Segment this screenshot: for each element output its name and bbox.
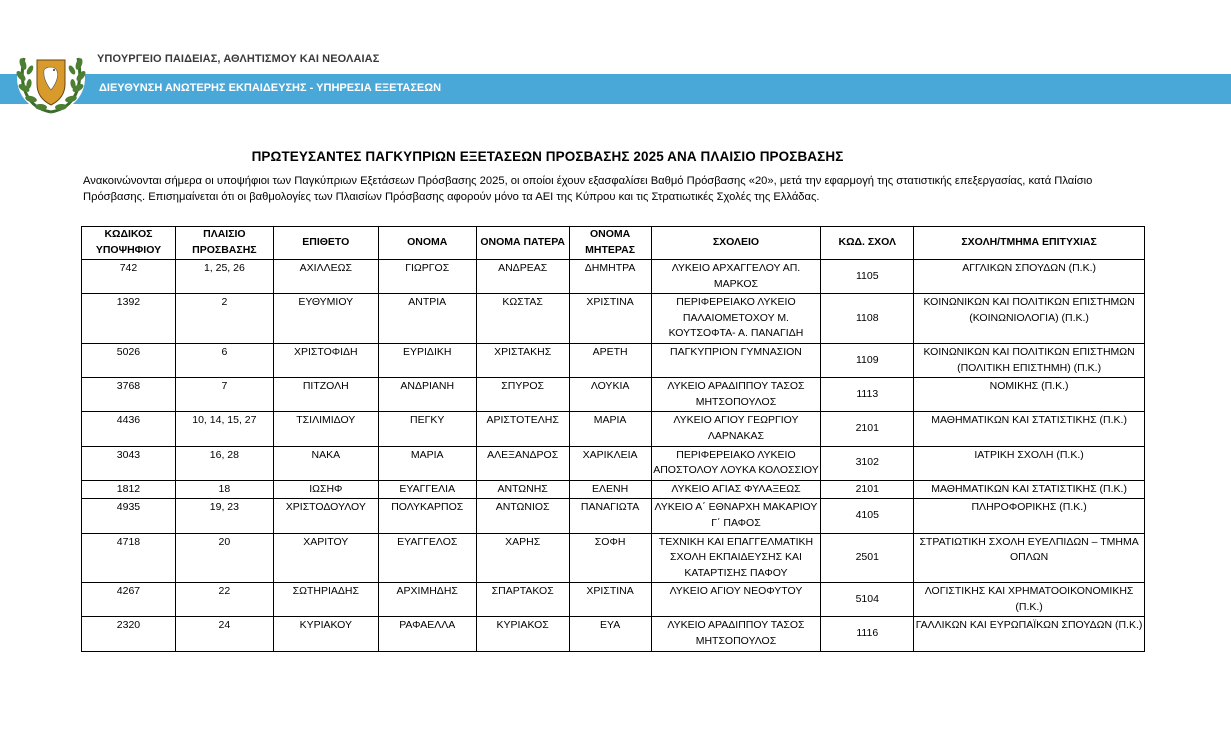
cell-school: ΛΥΚΕΙΟ ΑΡΑΔΙΠΠΟΥ ΤΑΣΟΣ ΜΗΤΣΟΠΟΥΛΟΣ (651, 617, 821, 651)
cell-mother: ΠΑΝΑΓΙΩΤΑ (569, 499, 651, 533)
cell-surname: ΣΩΤΗΡΙΑΔΗΣ (273, 583, 378, 617)
cell-department: ΙΑΤΡΙΚΗ ΣΧΟΛΗ (Π.Κ.) (914, 446, 1145, 480)
cell-school-code: 1105 (821, 260, 914, 294)
cell-school: ΤΕΧΝΙΚΗ ΚΑΙ ΕΠΑΓΓΕΛΜΑΤΙΚΗ ΣΧΟΛΗ ΕΚΠΑΙΔΕΥΣΗΣ ΚΑΙ ΚΑΤΑΡΤΙΣΗΣ ΠΑΦΟΥ (651, 533, 821, 583)
cell-name: ΠΕΓΚΥ (378, 412, 476, 446)
cell-name: ΕΥΑΓΓΕΛΙΑ (378, 480, 476, 499)
cell-name: ΕΥΑΓΓΕΛΟΣ (378, 533, 476, 583)
cell-father: ΚΩΣΤΑΣ (476, 294, 569, 344)
cell-frame: 7 (175, 378, 273, 412)
cell-surname: ΝΑΚΑ (273, 446, 378, 480)
header-school-code: ΚΩΔ. ΣΧΟΛ (821, 227, 914, 260)
cell-school: ΛΥΚΕΙΟ ΑΓΙΟΥ ΓΕΩΡΓΙΟΥ ΛΑΡΝΑΚΑΣ (651, 412, 821, 446)
cell-frame: 22 (175, 583, 273, 617)
table-row (82, 294, 1145, 344)
cell-school-code: 2501 (821, 533, 914, 583)
cell-father: ΑΝΤΩΝΙΟΣ (476, 499, 569, 533)
cell-code: 4718 (82, 533, 176, 583)
cell-surname: ΧΡΙΣΤΟΦΙΔΗ (273, 343, 378, 377)
header-frame: ΠΛΑΙΣΙΟ ΠΡΟΣΒΑΣΗΣ (175, 227, 273, 260)
cell-frame: 18 (175, 480, 273, 499)
cell-code: 3043 (82, 446, 176, 480)
cell-frame: 1, 25, 26 (175, 260, 273, 294)
cell-surname: ΤΣΙΛΙΜΙΔΟΥ (273, 412, 378, 446)
cell-department: ΚΟΙΝΩΝΙΚΩΝ ΚΑΙ ΠΟΛΙΤΙΚΩΝ ΕΠΙΣΤΗΜΩΝ (ΠΟΛΙΤΙΚΗ ΕΠΙΣΤΗΜΗ) (Π.Κ.) (914, 343, 1145, 377)
table-row (82, 412, 1145, 446)
document-intro: Ανακοινώνονται σήμερα οι υποψήφιοι των Παγκύπριων Εξετάσεων Πρόσβασης 2025, οι οποίοι έχουν εξασφαλίσει Βαθμό Πρόσβασης «20», μετά την εφαρμογή της στατιστικής επεξεργασίας, κατά Πλαίσιο Πρόσβασης. Επισημαίνεται ότι οι βαθμολογίες των Πλαισίων Πρόσβασης αφορούν μόνο τα ΑΕΙ της Κύπρου και τις Στρατιωτικές Σχολές της Ελλάδας. (83, 175, 1093, 203)
cell-department: ΓΑΛΛΙΚΩΝ ΚΑΙ ΕΥΡΩΠΑΪΚΩΝ ΣΠΟΥΔΩΝ (Π.Κ.) (914, 617, 1145, 651)
table-row (82, 343, 1145, 377)
cell-school: ΛΥΚΕΙΟ ΑΡΑΔΙΠΠΟΥ ΤΑΣΟΣ ΜΗΤΣΟΠΟΥΛΟΣ (651, 378, 821, 412)
department-name: ΔΙΕΥΘΥΝΣΗ ΑΝΩΤΕΡΗΣ ΕΚΠΑΙΔΕΥΣΗΣ - ΥΠΗΡΕΣΙΑ ΕΞΕΤΑΣΕΩΝ (99, 82, 442, 94)
cell-name: ΕΥΡΙΔΙΚΗ (378, 343, 476, 377)
cell-name: ΑΝΔΡΙΑΝΗ (378, 378, 476, 412)
cell-mother: ΣΟΦΗ (569, 533, 651, 583)
cell-surname: ΑΧΙΛΛΕΩΣ (273, 260, 378, 294)
cell-department: ΛΟΓΙΣΤΙΚΗΣ ΚΑΙ ΧΡΗΜΑΤΟΟΙΚΟΝΟΜΙΚΗΣ (Π.Κ.) (914, 583, 1145, 617)
cell-department: ΜΑΘΗΜΑΤΙΚΩΝ ΚΑΙ ΣΤΑΤΙΣΤΙΚΗΣ (Π.Κ.) (914, 480, 1145, 499)
cell-surname: ΚΥΡΙΑΚΟΥ (273, 617, 378, 651)
cell-father: ΑΝΤΩΝΗΣ (476, 480, 569, 499)
cell-name: ΑΝΤΡΙΑ (378, 294, 476, 344)
cell-school-code: 1108 (821, 294, 914, 344)
table-row (82, 533, 1145, 583)
cell-code: 1812 (82, 480, 176, 499)
cell-father: ΣΠΥΡΟΣ (476, 378, 569, 412)
cell-mother: ΔΗΜΗΤΡΑ (569, 260, 651, 294)
cell-department: ΚΟΙΝΩΝΙΚΩΝ ΚΑΙ ΠΟΛΙΤΙΚΩΝ ΕΠΙΣΤΗΜΩΝ (ΚΟΙΝΩΝΙΟΛΟΓΙΑ) (Π.Κ.) (914, 294, 1145, 344)
table-row (82, 446, 1145, 480)
cell-father: ΚΥΡΙΑΚΟΣ (476, 617, 569, 651)
document-title: ΠΡΩΤΕΥΣΑΝΤΕΣ ΠΑΓΚΥΠΡΙΩΝ ΕΞΕΤΑΣΕΩΝ ΠΡΟΣΒΑΣΗΣ 2025 ΑΝΑ ΠΛΑΙΣΙΟ ΠΡΟΣΒΑΣΗΣ (251, 149, 844, 164)
cell-mother: ΕΛΕΝΗ (569, 480, 651, 499)
cell-school: ΛΥΚΕΙΟ ΑΓΙΟΥ ΝΕΟΦΥΤΟΥ (651, 583, 821, 617)
cell-school-code: 2101 (821, 480, 914, 499)
cell-mother: ΕΥΑ (569, 617, 651, 651)
header-mother: ΟΝΟΜΑ ΜΗΤΕΡΑΣ (569, 227, 651, 260)
cell-surname: ΙΩΣΗΦ (273, 480, 378, 499)
cell-mother: ΧΑΡΙΚΛΕΙΑ (569, 446, 651, 480)
cell-school-code: 1113 (821, 378, 914, 412)
cell-code: 742 (82, 260, 176, 294)
cell-code: 1392 (82, 294, 176, 344)
cell-mother: ΛΟΥΚΙΑ (569, 378, 651, 412)
cell-school: ΠΑΓΚΥΠΡΙΟΝ ΓΥΜΝΑΣΙΟΝ (651, 343, 821, 377)
cell-school: ΛΥΚΕΙΟ ΑΓΙΑΣ ΦΥΛΑΞΕΩΣ (651, 480, 821, 499)
cell-frame: 24 (175, 617, 273, 651)
cell-code: 4267 (82, 583, 176, 617)
cell-frame: 19, 23 (175, 499, 273, 533)
cell-name: ΠΟΛΥΚΑΡΠΟΣ (378, 499, 476, 533)
cell-father: ΑΛΕΞΑΝΔΡΟΣ (476, 446, 569, 480)
cell-mother: ΑΡΕΤΗ (569, 343, 651, 377)
cell-department: ΑΓΓΛΙΚΩΝ ΣΠΟΥΔΩΝ (Π.Κ.) (914, 260, 1145, 294)
cell-surname: ΕΥΘΥΜΙΟΥ (273, 294, 378, 344)
table-row (82, 583, 1145, 617)
cell-department: ΜΑΘΗΜΑΤΙΚΩΝ ΚΑΙ ΣΤΑΤΙΣΤΙΚΗΣ (Π.Κ.) (914, 412, 1145, 446)
header-school: ΣΧΟΛΕΙΟ (651, 227, 821, 260)
cell-school-code: 1109 (821, 343, 914, 377)
header-surname: ΕΠΙΘΕΤΟ (273, 227, 378, 260)
cell-frame: 16, 28 (175, 446, 273, 480)
header-department: ΣΧΟΛΗ/ΤΜΗΜΑ ΕΠΙΤΥΧΙΑΣ (914, 227, 1145, 260)
cell-father: ΣΠΑΡΤΑΚΟΣ (476, 583, 569, 617)
cell-surname: ΧΑΡΙΤΟΥ (273, 533, 378, 583)
cell-name: ΑΡΧΙΜΗΔΗΣ (378, 583, 476, 617)
coat-of-arms-emblem (14, 40, 88, 116)
cell-school-code: 3102 (821, 446, 914, 480)
cell-father: ΑΡΙΣΤΟΤΕΛΗΣ (476, 412, 569, 446)
cell-father: ΧΑΡΗΣ (476, 533, 569, 583)
cell-department: ΠΛΗΡΟΦΟΡΙΚΗΣ (Π.Κ.) (914, 499, 1145, 533)
header-father: ΟΝΟΜΑ ΠΑΤΕΡΑ (476, 227, 569, 260)
table-row (82, 260, 1145, 294)
page-header (0, 0, 1231, 120)
ministry-name: ΥΠΟΥΡΓΕΙΟ ΠΑΙΔΕΙΑΣ, ΑΘΛΗΤΙΣΜΟΥ ΚΑΙ ΝΕΟΛΑΙΑΣ (97, 53, 380, 65)
cell-mother: ΧΡΙΣΤΙΝΑ (569, 583, 651, 617)
cell-code: 4935 (82, 499, 176, 533)
cell-frame: 6 (175, 343, 273, 377)
header-code: ΚΩΔΙΚΟΣ ΥΠΟΨΗΦΙΟΥ (82, 227, 176, 260)
cell-surname: ΠΙΤΖΟΛΗ (273, 378, 378, 412)
cell-department: ΣΤΡΑΤΙΩΤΙΚΗ ΣΧΟΛΗ ΕΥΕΛΠΙΔΩΝ – ΤΜΗΜΑ ΟΠΛΩΝ (914, 533, 1145, 583)
cell-father: ΑΝΔΡΕΑΣ (476, 260, 569, 294)
cell-frame: 2 (175, 294, 273, 344)
cell-school-code: 1116 (821, 617, 914, 651)
cell-school: ΛΥΚΕΙΟ Α΄ ΕΘΝΑΡΧΗ ΜΑΚΑΡΙΟΥ Γ΄ ΠΑΦΟΣ (651, 499, 821, 533)
table-row (82, 378, 1145, 412)
cell-school: ΠΕΡΙΦΕΡΕΙΑΚΟ ΛΥΚΕΙΟ ΠΑΛΑΙΟΜΕΤΟΧΟΥ Μ. ΚΟΥΤΣΟΦΤΑ- Α. ΠΑΝΑΓΙΔΗ (651, 294, 821, 344)
cell-school: ΛΥΚΕΙΟ ΑΡΧΑΓΓΕΛΟΥ ΑΠ. ΜΑΡΚΟΣ (651, 260, 821, 294)
cell-name: ΓΙΩΡΓΟΣ (378, 260, 476, 294)
results-table (81, 226, 1145, 652)
cell-frame: 10, 14, 15, 27 (175, 412, 273, 446)
cell-code: 2320 (82, 617, 176, 651)
cell-school-code: 2101 (821, 412, 914, 446)
cell-name: ΡΑΦΑΕΛΛΑ (378, 617, 476, 651)
cell-frame: 20 (175, 533, 273, 583)
table-row (82, 480, 1145, 499)
table-header-row (82, 227, 1145, 260)
cell-code: 4436 (82, 412, 176, 446)
cell-mother: ΧΡΙΣΤΙΝΑ (569, 294, 651, 344)
table-row (82, 499, 1145, 533)
cell-department: ΝΟΜΙΚΗΣ (Π.Κ.) (914, 378, 1145, 412)
cell-name: ΜΑΡΙΑ (378, 446, 476, 480)
cell-school-code: 5104 (821, 583, 914, 617)
cell-father: ΧΡΙΣΤΑΚΗΣ (476, 343, 569, 377)
cell-school: ΠΕΡΙΦΕΡΕΙΑΚΟ ΛΥΚΕΙΟ ΑΠΟΣΤΟΛΟΥ ΛΟΥΚΑ ΚΟΛΟΣΣΙΟΥ (651, 446, 821, 480)
cell-mother: ΜΑΡΙΑ (569, 412, 651, 446)
header-name: ΟΝΟΜΑ (378, 227, 476, 260)
cell-surname: ΧΡΙΣΤΟΔΟΥΛΟΥ (273, 499, 378, 533)
cell-school-code: 4105 (821, 499, 914, 533)
table-row (82, 617, 1145, 651)
cell-code: 3768 (82, 378, 176, 412)
cell-code: 5026 (82, 343, 176, 377)
